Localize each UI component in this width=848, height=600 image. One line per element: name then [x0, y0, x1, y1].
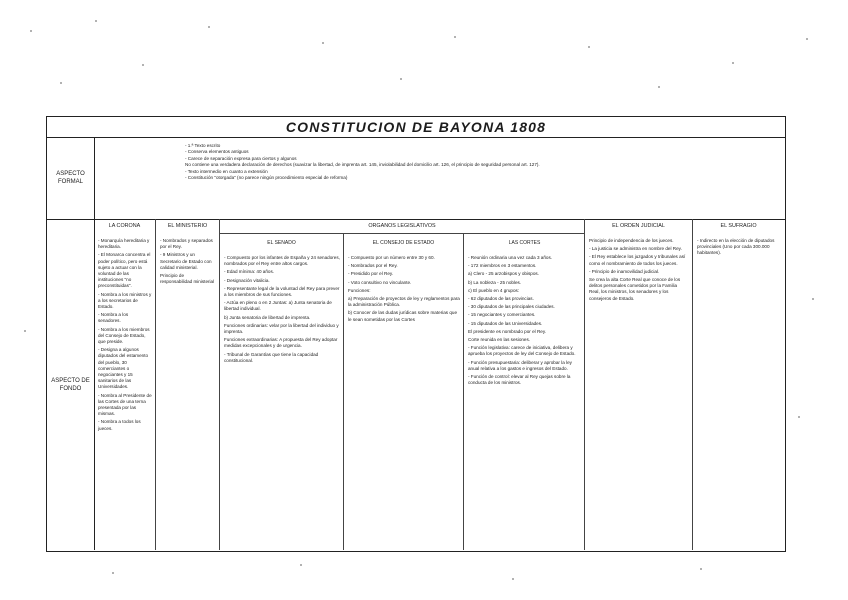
list-item: b) La nobleza - 25 nobles.	[468, 279, 522, 285]
list-item: - Principio de inamovilidad judicial.	[589, 268, 660, 274]
list-item: Se crea la alta Corte Real que conoce de los delitos personales cometidos por la Familia Real, los ministros, los senadores y los consejeros de Estado.	[589, 277, 681, 301]
list-item: - El Rey establece los juzgados y tribunales así como el nombramiento de todos los jueces.	[589, 254, 686, 266]
organos-legislativos-header: ORGANOS LEGISLATIVOS	[220, 219, 584, 234]
formal-line: - Texto intermedio en cuanto a extensión	[185, 168, 268, 174]
consejo-estado-column	[344, 233, 464, 550]
aspecto-fondo-row	[47, 219, 785, 550]
aspecto-formal-content	[185, 143, 745, 181]
aspecto-formal-label: ASPECTO FORMAL	[47, 137, 95, 219]
list-item: - Indirecto en la elección de diputados provinciales (Uno por cada 300.000 habitantes).	[697, 238, 775, 256]
ministerio-header: EL MINISTERIO	[167, 223, 208, 229]
senado-header: EL SENADO	[267, 240, 296, 246]
list-item: - Presidido por el Rey.	[348, 271, 394, 277]
list-item: - Nombrados por el Rey.	[348, 263, 398, 269]
formal-line: - Conserva elementos antiguos	[185, 149, 249, 155]
sufragio-header: EL SUFRAGIO	[720, 223, 757, 229]
aspecto-formal-row	[47, 137, 785, 220]
list-item: Principio de responsabilidad ministerial	[160, 273, 215, 285]
senado-column	[220, 233, 344, 550]
list-item: - Compuesto por los infantes de España y 24 senadores, nombrados por el Rey entre altos cargos.	[224, 255, 340, 267]
cortes-header: LAS CORTES	[508, 240, 541, 246]
list-item: Funciones extraordinarias: A propuesta del Rey adoptar medidas excepcionales y de urgencia.	[224, 337, 338, 349]
sufragio-column	[693, 219, 784, 550]
formal-line: - 1.ª Texto escrito	[185, 143, 221, 148]
list-item: - El Monarca concentra el poder político, pero está sujeto a actuar con la voluntad de las instituciones "no preconstituidas".	[98, 252, 151, 289]
list-item: - Tribunal de Garantías que tiene la capacidad constitucional.	[224, 351, 319, 363]
list-item: - La justicia se administra en nombre del Rey.	[589, 246, 682, 252]
list-item: - 15 diputados de las Universidades.	[468, 320, 543, 326]
list-item: - Voto consultivo no vinculante.	[348, 279, 412, 285]
consejo-estado-header: EL CONSEJO DE ESTADO	[372, 240, 435, 246]
list-item: - Reunión ordinaria una vez cada 3 años.	[468, 255, 553, 260]
corona-column	[94, 219, 156, 550]
cortes-column	[464, 233, 585, 550]
document-title: CONSTITUCION DE BAYONA 1808	[47, 117, 785, 138]
list-item: - Nombrados y separados por el Rey.	[160, 238, 213, 250]
orden-judicial-header: EL ORDEN JUDICIAL	[612, 223, 665, 229]
list-item: - Nombra a los miembros del Consejo de Estado, que preside.	[98, 326, 150, 345]
list-item: - 172 miembros en 3 estamentos.	[468, 263, 537, 269]
aspecto-fondo-label: ASPECTO DE FONDO	[47, 219, 95, 550]
list-item: Funciones:	[348, 287, 371, 293]
list-item: El presidente es nombrado por el Rey.	[468, 328, 547, 334]
list-item: - Nombra al Presidente de las Cortes de una terna presentada por las mismas.	[98, 392, 152, 417]
list-item: - Monarquía hereditaria y hereditaria.	[98, 238, 150, 250]
document-table	[46, 116, 786, 552]
ministerio-column	[156, 219, 220, 550]
list-item: - Nombra a todos los jueces.	[98, 419, 141, 431]
organos-legislativos-column	[220, 219, 585, 550]
list-item: - Designación vitalicia.	[224, 277, 270, 283]
list-item: - Actúa en pleno o en 2 Juntas: a) Junta senatoria de libertad individual.	[224, 300, 332, 312]
list-item: - 9 Ministros y un Secretario de Estado con calidad ministerial.	[160, 252, 212, 270]
formal-line: - Carece de separación expresa para ciertos y algunos	[185, 155, 297, 161]
list-item: - Nombra a los ministros y a los secretarios de Estado.	[98, 291, 152, 310]
formal-line: No contiene una verdadera declaración de derechos (suavizar la libertad, de imprenta art. 145, inviolabilidad del domicilio art. 126, el principio de seguridad personal art. 127).	[185, 162, 540, 168]
list-item: Principio de independencia de los jueces.	[589, 238, 674, 243]
list-item: - Función de control: elevar al Rey quejas sobre la conducta de los ministros.	[468, 374, 571, 386]
list-item: Funciones ordinarias: velar por la libertad del individuo y imprenta.	[224, 322, 339, 335]
list-item: - Compuesto por un número entre 30 y 60.	[348, 255, 435, 260]
list-item: - Representante legal de la voluntad del Rey para prever a los miembros de sus funciones.	[224, 285, 340, 298]
list-item: - Función legislativa: carece de iniciativa, delibera y aprueba los proyectos de ley del Consejo de Estado.	[468, 345, 576, 357]
list-item: a) Preparación de proyectos de ley y reglamentos para la administración Pública.	[348, 296, 460, 308]
list-item: a) Clero - 25 arzobispos y obispos.	[468, 271, 539, 277]
formal-line: - Constitución "otorgada" (no parece ningún procedimiento especial de reforma)	[185, 175, 348, 181]
list-item: b) Conocer de las dudas jurídicas sobre materias que le sean sometidas por las Cortes	[348, 310, 458, 322]
list-item: - Edad mínima: 40 años.	[224, 269, 275, 275]
list-item: - 62 diputados de las provincias.	[468, 296, 534, 302]
list-item: b) Junta senatoria de libertad de imprenta.	[224, 314, 311, 320]
list-item: Corte reunida en las sesiones.	[468, 337, 531, 343]
list-item: - Nombra a los senadores.	[98, 312, 129, 324]
corona-header: LA CORONA	[108, 223, 141, 229]
list-item: - Función presupuestaria: deliberar y aprobar la ley anual relativa a los gastos e ingresos del Estado.	[468, 359, 572, 371]
orden-judicial-column	[585, 219, 693, 550]
list-item: - 15 negociantes y comerciantes.	[468, 312, 536, 318]
list-item: - Designa a algunos diputados del estamento del pueblo, 30 comerciantes o negociantes y 15 sanitarios de las Universidades.	[98, 347, 149, 390]
list-item: c) El pueblo en 4 grupos:	[468, 287, 520, 293]
list-item: - 30 diputados de las principales ciudades.	[468, 304, 555, 310]
